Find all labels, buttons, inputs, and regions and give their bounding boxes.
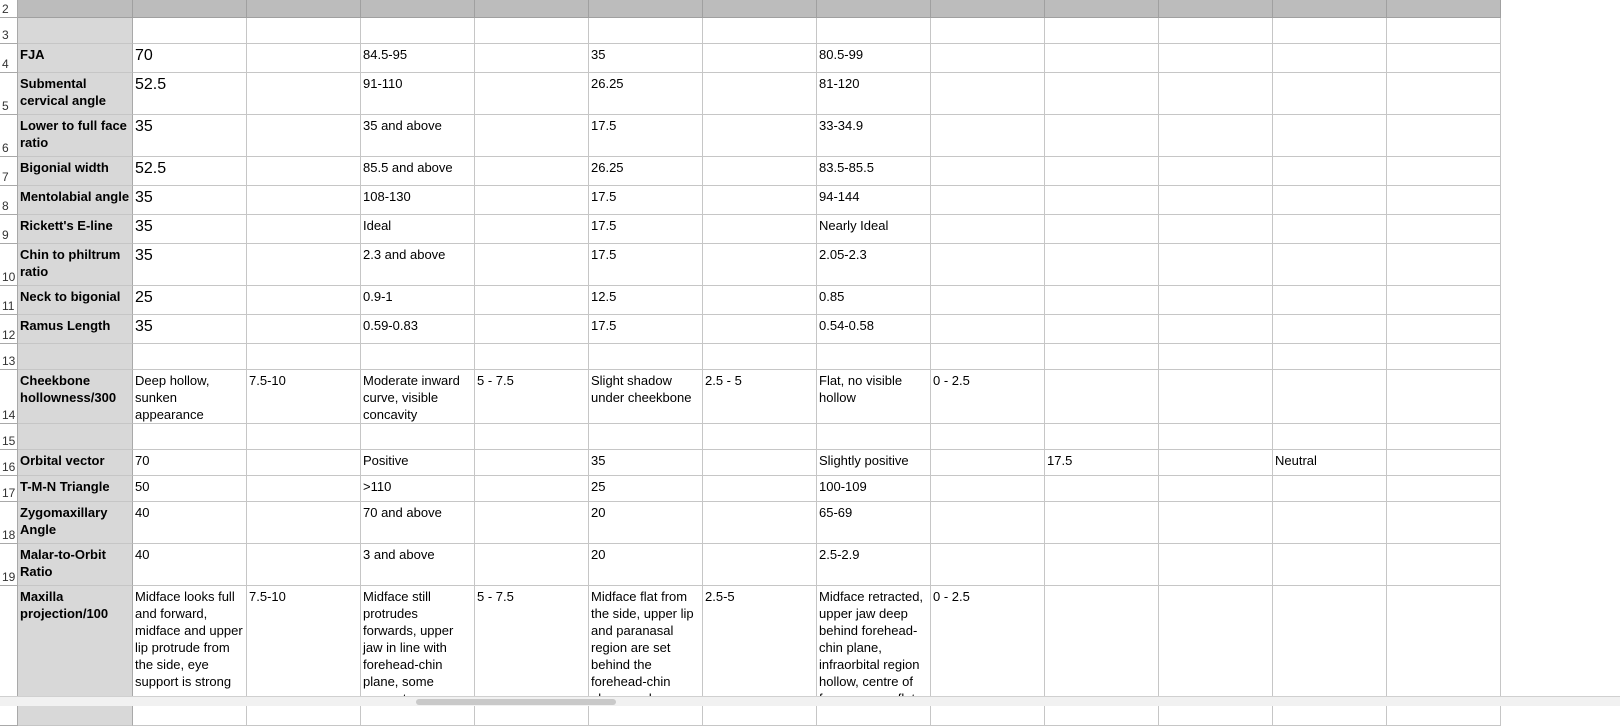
table-cell[interactable]	[931, 44, 1045, 73]
table-cell[interactable]	[1387, 286, 1501, 315]
table-cell[interactable]: 2.3 and above	[361, 244, 475, 286]
table-cell[interactable]: 25	[589, 476, 703, 502]
row-number[interactable]: 2	[0, 0, 18, 18]
table-cell[interactable]: 7.5-10	[247, 370, 361, 424]
table-cell[interactable]: Positive	[361, 450, 475, 476]
table-cell[interactable]	[475, 215, 589, 244]
table-cell[interactable]	[1387, 544, 1501, 586]
table-cell[interactable]: 35	[133, 186, 247, 215]
table-cell[interactable]: 40	[133, 502, 247, 544]
table-cell[interactable]: 26.25	[589, 73, 703, 115]
row-label-cell[interactable]: Maxilla projection/100	[18, 586, 133, 726]
row-label-cell[interactable]: Mentolabial angle	[18, 186, 133, 215]
table-cell[interactable]: 50	[133, 476, 247, 502]
row-label-cell[interactable]: Neck to bigonial	[18, 286, 133, 315]
table-cell[interactable]	[247, 450, 361, 476]
scrollbar-thumb[interactable]	[416, 699, 616, 705]
table-cell[interactable]: 80.5-99	[817, 44, 931, 73]
row-number[interactable]: 3	[0, 18, 18, 44]
table-cell[interactable]	[1159, 370, 1273, 424]
row-label-cell[interactable]: Ramus Length	[18, 315, 133, 344]
table-cell[interactable]	[247, 286, 361, 315]
table-cell[interactable]: 70	[133, 450, 247, 476]
table-cell[interactable]	[1045, 370, 1159, 424]
table-cell[interactable]: 70	[133, 44, 247, 73]
table-cell[interactable]	[703, 424, 817, 450]
table-cell[interactable]	[1387, 44, 1501, 73]
table-cell[interactable]	[247, 18, 361, 44]
table-cell[interactable]: 52.5	[133, 73, 247, 115]
header-row-cell[interactable]	[1159, 0, 1273, 18]
row-number[interactable]: 19	[0, 544, 18, 586]
table-cell[interactable]	[247, 502, 361, 544]
table-cell[interactable]	[1159, 315, 1273, 344]
table-cell[interactable]: 35 and above	[361, 115, 475, 157]
table-cell[interactable]	[1159, 157, 1273, 186]
header-row-cell[interactable]	[247, 0, 361, 18]
table-cell[interactable]	[475, 450, 589, 476]
table-cell[interactable]	[1273, 286, 1387, 315]
row-label-cell[interactable]: Lower to full face ratio	[18, 115, 133, 157]
table-cell[interactable]	[1387, 344, 1501, 370]
table-cell[interactable]	[1159, 476, 1273, 502]
table-cell[interactable]	[1273, 370, 1387, 424]
table-cell[interactable]: 94-144	[817, 186, 931, 215]
table-cell[interactable]: 0.59-0.83	[361, 315, 475, 344]
table-cell[interactable]	[589, 424, 703, 450]
table-cell[interactable]: 17.5	[589, 115, 703, 157]
table-cell[interactable]	[1045, 476, 1159, 502]
row-number[interactable]: 12	[0, 315, 18, 344]
table-cell[interactable]	[931, 544, 1045, 586]
table-cell[interactable]: 0.85	[817, 286, 931, 315]
table-cell[interactable]	[1159, 73, 1273, 115]
table-cell[interactable]	[1159, 18, 1273, 44]
table-cell[interactable]: 3 and above	[361, 544, 475, 586]
table-cell[interactable]	[361, 18, 475, 44]
table-cell[interactable]	[247, 157, 361, 186]
table-cell[interactable]	[1387, 115, 1501, 157]
table-cell[interactable]: Moderate inward curve, visible concavity	[361, 370, 475, 424]
table-cell[interactable]	[817, 18, 931, 44]
table-cell[interactable]	[1273, 502, 1387, 544]
row-number[interactable]: 17	[0, 476, 18, 502]
table-cell[interactable]	[1045, 315, 1159, 344]
table-cell[interactable]: 17.5	[589, 215, 703, 244]
table-cell[interactable]: 91-110	[361, 73, 475, 115]
table-cell[interactable]	[1387, 450, 1501, 476]
table-cell[interactable]: 35	[133, 244, 247, 286]
table-cell[interactable]	[247, 344, 361, 370]
row-label-cell[interactable]	[18, 424, 133, 450]
table-cell[interactable]	[475, 18, 589, 44]
table-cell[interactable]: 2.5-5	[703, 586, 817, 726]
header-row-cell[interactable]	[1045, 0, 1159, 18]
table-cell[interactable]	[475, 44, 589, 73]
table-cell[interactable]	[931, 244, 1045, 286]
table-cell[interactable]	[475, 424, 589, 450]
header-row-cell[interactable]	[361, 0, 475, 18]
row-number[interactable]: 18	[0, 502, 18, 544]
header-row-cell[interactable]	[1387, 0, 1501, 18]
table-cell[interactable]: Midface flat from the side, upper lip and paranasal region are set behind the forehead-chin	[589, 586, 703, 726]
table-cell[interactable]	[931, 215, 1045, 244]
table-cell[interactable]: 17.5	[1045, 450, 1159, 476]
header-row-cell[interactable]	[817, 0, 931, 18]
table-cell[interactable]	[1387, 502, 1501, 544]
table-cell[interactable]	[589, 344, 703, 370]
table-cell[interactable]	[1387, 18, 1501, 44]
table-cell[interactable]: 70 and above	[361, 502, 475, 544]
table-cell[interactable]	[703, 476, 817, 502]
row-number[interactable]: 15	[0, 424, 18, 450]
row-label-cell[interactable]: T-M-N Triangle	[18, 476, 133, 502]
table-cell[interactable]	[1273, 18, 1387, 44]
table-cell[interactable]	[133, 424, 247, 450]
table-cell[interactable]: 85.5 and above	[361, 157, 475, 186]
header-row-cell[interactable]	[1273, 0, 1387, 18]
row-label-cell[interactable]	[18, 344, 133, 370]
row-label-cell[interactable]: Malar-to-Orbit Ratio	[18, 544, 133, 586]
table-cell[interactable]	[361, 344, 475, 370]
table-cell[interactable]	[1045, 44, 1159, 73]
table-cell[interactable]: 0.9-1	[361, 286, 475, 315]
table-cell[interactable]: 35	[133, 315, 247, 344]
table-cell[interactable]: 0 - 2.5	[931, 586, 1045, 726]
table-cell[interactable]	[703, 286, 817, 315]
table-cell[interactable]	[475, 73, 589, 115]
row-number[interactable]: 13	[0, 344, 18, 370]
header-row-cell[interactable]	[133, 0, 247, 18]
table-cell[interactable]	[931, 73, 1045, 115]
table-cell[interactable]	[1387, 157, 1501, 186]
table-cell[interactable]: 108-130	[361, 186, 475, 215]
row-label-cell[interactable]: Submental cervical angle	[18, 73, 133, 115]
table-cell[interactable]	[931, 450, 1045, 476]
table-cell[interactable]	[1273, 157, 1387, 186]
header-row-cell[interactable]	[931, 0, 1045, 18]
row-label-cell[interactable]: Cheekbone hollowness/300	[18, 370, 133, 424]
table-cell[interactable]	[247, 186, 361, 215]
table-cell[interactable]	[1387, 370, 1501, 424]
table-cell[interactable]: Nearly Ideal	[817, 215, 931, 244]
table-cell[interactable]	[1387, 186, 1501, 215]
table-cell[interactable]	[703, 44, 817, 73]
table-cell[interactable]	[1159, 286, 1273, 315]
table-cell[interactable]	[1273, 73, 1387, 115]
table-cell[interactable]	[1159, 44, 1273, 73]
table-cell[interactable]	[703, 18, 817, 44]
table-cell[interactable]	[1045, 424, 1159, 450]
table-cell[interactable]	[703, 544, 817, 586]
table-cell[interactable]	[703, 344, 817, 370]
table-cell[interactable]: Deep hollow, sunken appearance	[133, 370, 247, 424]
table-cell[interactable]	[931, 344, 1045, 370]
table-cell[interactable]	[1273, 424, 1387, 450]
row-label-cell[interactable]: Orbital vector	[18, 450, 133, 476]
header-row-cell[interactable]	[475, 0, 589, 18]
table-cell[interactable]	[1159, 244, 1273, 286]
table-cell[interactable]	[703, 73, 817, 115]
row-number[interactable]: 16	[0, 450, 18, 476]
table-cell[interactable]	[1387, 73, 1501, 115]
table-cell[interactable]	[1159, 215, 1273, 244]
table-cell[interactable]	[1159, 544, 1273, 586]
table-cell[interactable]	[931, 286, 1045, 315]
table-cell[interactable]	[1045, 115, 1159, 157]
table-cell[interactable]	[475, 476, 589, 502]
row-label-cell[interactable]: Chin to philtrum ratio	[18, 244, 133, 286]
table-cell[interactable]	[703, 115, 817, 157]
table-cell[interactable]	[703, 450, 817, 476]
table-cell[interactable]: 25	[133, 286, 247, 315]
table-cell[interactable]: 5 - 7.5	[475, 586, 589, 726]
table-cell[interactable]: 83.5-85.5	[817, 157, 931, 186]
table-cell[interactable]	[1387, 215, 1501, 244]
table-cell[interactable]: 12.5	[589, 286, 703, 315]
table-cell[interactable]	[931, 424, 1045, 450]
table-cell[interactable]	[1159, 115, 1273, 157]
row-number[interactable]: 14	[0, 370, 18, 424]
table-cell[interactable]: 35	[133, 215, 247, 244]
table-cell[interactable]	[475, 286, 589, 315]
table-cell[interactable]	[1387, 476, 1501, 502]
table-cell[interactable]	[1273, 186, 1387, 215]
table-cell[interactable]	[475, 157, 589, 186]
row-label-cell[interactable]: Bigonial width	[18, 157, 133, 186]
table-cell[interactable]	[247, 424, 361, 450]
table-cell[interactable]: Slightly positive	[817, 450, 931, 476]
table-cell[interactable]	[247, 476, 361, 502]
table-cell[interactable]	[1273, 115, 1387, 157]
table-cell[interactable]	[1387, 424, 1501, 450]
table-cell[interactable]: 17.5	[589, 244, 703, 286]
table-cell[interactable]: 100-109	[817, 476, 931, 502]
table-cell[interactable]	[247, 315, 361, 344]
table-cell[interactable]	[931, 315, 1045, 344]
table-cell[interactable]	[247, 544, 361, 586]
table-cell[interactable]	[475, 186, 589, 215]
table-cell[interactable]	[1045, 544, 1159, 586]
header-row-cell[interactable]	[703, 0, 817, 18]
table-cell[interactable]	[1045, 157, 1159, 186]
table-cell[interactable]: 2.5-2.9	[817, 544, 931, 586]
table-cell[interactable]	[703, 157, 817, 186]
table-cell[interactable]: >110	[361, 476, 475, 502]
table-cell[interactable]	[475, 244, 589, 286]
table-cell[interactable]	[133, 344, 247, 370]
table-cell[interactable]: 26.25	[589, 157, 703, 186]
table-cell[interactable]: Neutral	[1273, 450, 1387, 476]
table-cell[interactable]	[1045, 344, 1159, 370]
table-cell[interactable]	[1273, 544, 1387, 586]
table-cell[interactable]	[1045, 502, 1159, 544]
table-cell[interactable]	[817, 424, 931, 450]
table-cell[interactable]	[1387, 315, 1501, 344]
row-number[interactable]: 8	[0, 186, 18, 215]
row-number[interactable]: 11	[0, 286, 18, 315]
table-cell[interactable]	[817, 344, 931, 370]
table-cell[interactable]	[1273, 344, 1387, 370]
table-cell[interactable]	[475, 502, 589, 544]
table-cell[interactable]: 17.5	[589, 315, 703, 344]
table-cell[interactable]	[247, 115, 361, 157]
table-cell[interactable]	[475, 544, 589, 586]
row-label-cell[interactable]	[18, 18, 133, 44]
table-cell[interactable]: 20	[589, 502, 703, 544]
table-cell[interactable]	[931, 115, 1045, 157]
table-cell[interactable]	[931, 186, 1045, 215]
table-cell[interactable]: 0 - 2.5	[931, 370, 1045, 424]
table-cell[interactable]: Ideal	[361, 215, 475, 244]
table-cell[interactable]	[1159, 424, 1273, 450]
table-cell[interactable]: Flat, no visible hollow	[817, 370, 931, 424]
table-cell[interactable]: 65-69	[817, 502, 931, 544]
table-cell[interactable]	[1045, 186, 1159, 215]
row-number[interactable]: 9	[0, 215, 18, 244]
table-cell[interactable]	[1159, 344, 1273, 370]
table-cell[interactable]: 81-120	[817, 73, 931, 115]
table-cell[interactable]: Midface retracted, upper jaw deep behind forehead-chin plane, infraorbital region hollow, centre of	[817, 586, 931, 726]
table-cell[interactable]	[133, 18, 247, 44]
horizontal-scrollbar[interactable]	[0, 696, 1620, 706]
table-cell[interactable]: 20	[589, 544, 703, 586]
table-cell[interactable]: 7.5-10	[247, 586, 361, 726]
table-cell[interactable]: Midface still protrudes forwards, upper jaw in line with forehead-chin plane, some	[361, 586, 475, 726]
row-number[interactable]: 5	[0, 73, 18, 115]
row-number[interactable]: 4	[0, 44, 18, 73]
table-cell[interactable]	[931, 502, 1045, 544]
row-label-cell[interactable]: FJA	[18, 44, 133, 73]
row-number[interactable]: 7	[0, 157, 18, 186]
table-cell[interactable]	[589, 18, 703, 44]
table-cell[interactable]	[247, 73, 361, 115]
row-label-cell[interactable]: Zygomaxillary Angle	[18, 502, 133, 544]
table-cell[interactable]	[1273, 476, 1387, 502]
table-cell[interactable]	[1273, 215, 1387, 244]
header-row-cell[interactable]	[589, 0, 703, 18]
table-cell[interactable]	[247, 44, 361, 73]
table-cell[interactable]: Slight shadow under cheekbone	[589, 370, 703, 424]
table-cell[interactable]	[1045, 18, 1159, 44]
table-cell[interactable]: 17.5	[589, 186, 703, 215]
table-cell[interactable]: 33-34.9	[817, 115, 931, 157]
row-number[interactable]: 10	[0, 244, 18, 286]
table-cell[interactable]: 5 - 7.5	[475, 370, 589, 424]
table-cell[interactable]	[475, 315, 589, 344]
table-cell[interactable]: 0.54-0.58	[817, 315, 931, 344]
table-cell[interactable]: 35	[589, 450, 703, 476]
table-cell[interactable]	[1273, 44, 1387, 73]
table-cell[interactable]	[703, 186, 817, 215]
row-number[interactable]: 6	[0, 115, 18, 157]
table-cell[interactable]: 2.5 - 5	[703, 370, 817, 424]
table-cell[interactable]	[931, 18, 1045, 44]
table-cell[interactable]	[703, 215, 817, 244]
table-cell[interactable]	[703, 315, 817, 344]
table-cell[interactable]	[1273, 244, 1387, 286]
row-label-cell[interactable]: Rickett's E-line	[18, 215, 133, 244]
table-cell[interactable]	[247, 215, 361, 244]
table-cell[interactable]	[931, 157, 1045, 186]
empty-sheet-area	[1501, 0, 1620, 706]
table-cell[interactable]	[475, 344, 589, 370]
table-cell[interactable]	[1159, 450, 1273, 476]
table-cell[interactable]	[1159, 502, 1273, 544]
table-cell[interactable]	[1045, 73, 1159, 115]
table-cell[interactable]	[1045, 215, 1159, 244]
table-cell[interactable]	[1273, 315, 1387, 344]
header-row-cell[interactable]	[18, 0, 133, 18]
table-cell[interactable]: 35	[589, 44, 703, 73]
table-cell[interactable]	[247, 244, 361, 286]
table-cell[interactable]: Midface looks full and forward, midface and upper lip protrude from the side, eye support is strong	[133, 586, 247, 726]
table-cell[interactable]: 40	[133, 544, 247, 586]
table-cell[interactable]	[703, 244, 817, 286]
table-cell[interactable]	[931, 476, 1045, 502]
table-cell[interactable]: 35	[133, 115, 247, 157]
table-cell[interactable]	[1045, 286, 1159, 315]
table-cell[interactable]: 2.05-2.3	[817, 244, 931, 286]
table-cell[interactable]	[1159, 186, 1273, 215]
table-cell[interactable]: 84.5-95	[361, 44, 475, 73]
table-cell[interactable]	[703, 502, 817, 544]
table-cell[interactable]	[361, 424, 475, 450]
table-cell[interactable]	[475, 115, 589, 157]
table-cell[interactable]	[1387, 244, 1501, 286]
table-cell[interactable]	[1045, 244, 1159, 286]
table-cell[interactable]: 52.5	[133, 157, 247, 186]
